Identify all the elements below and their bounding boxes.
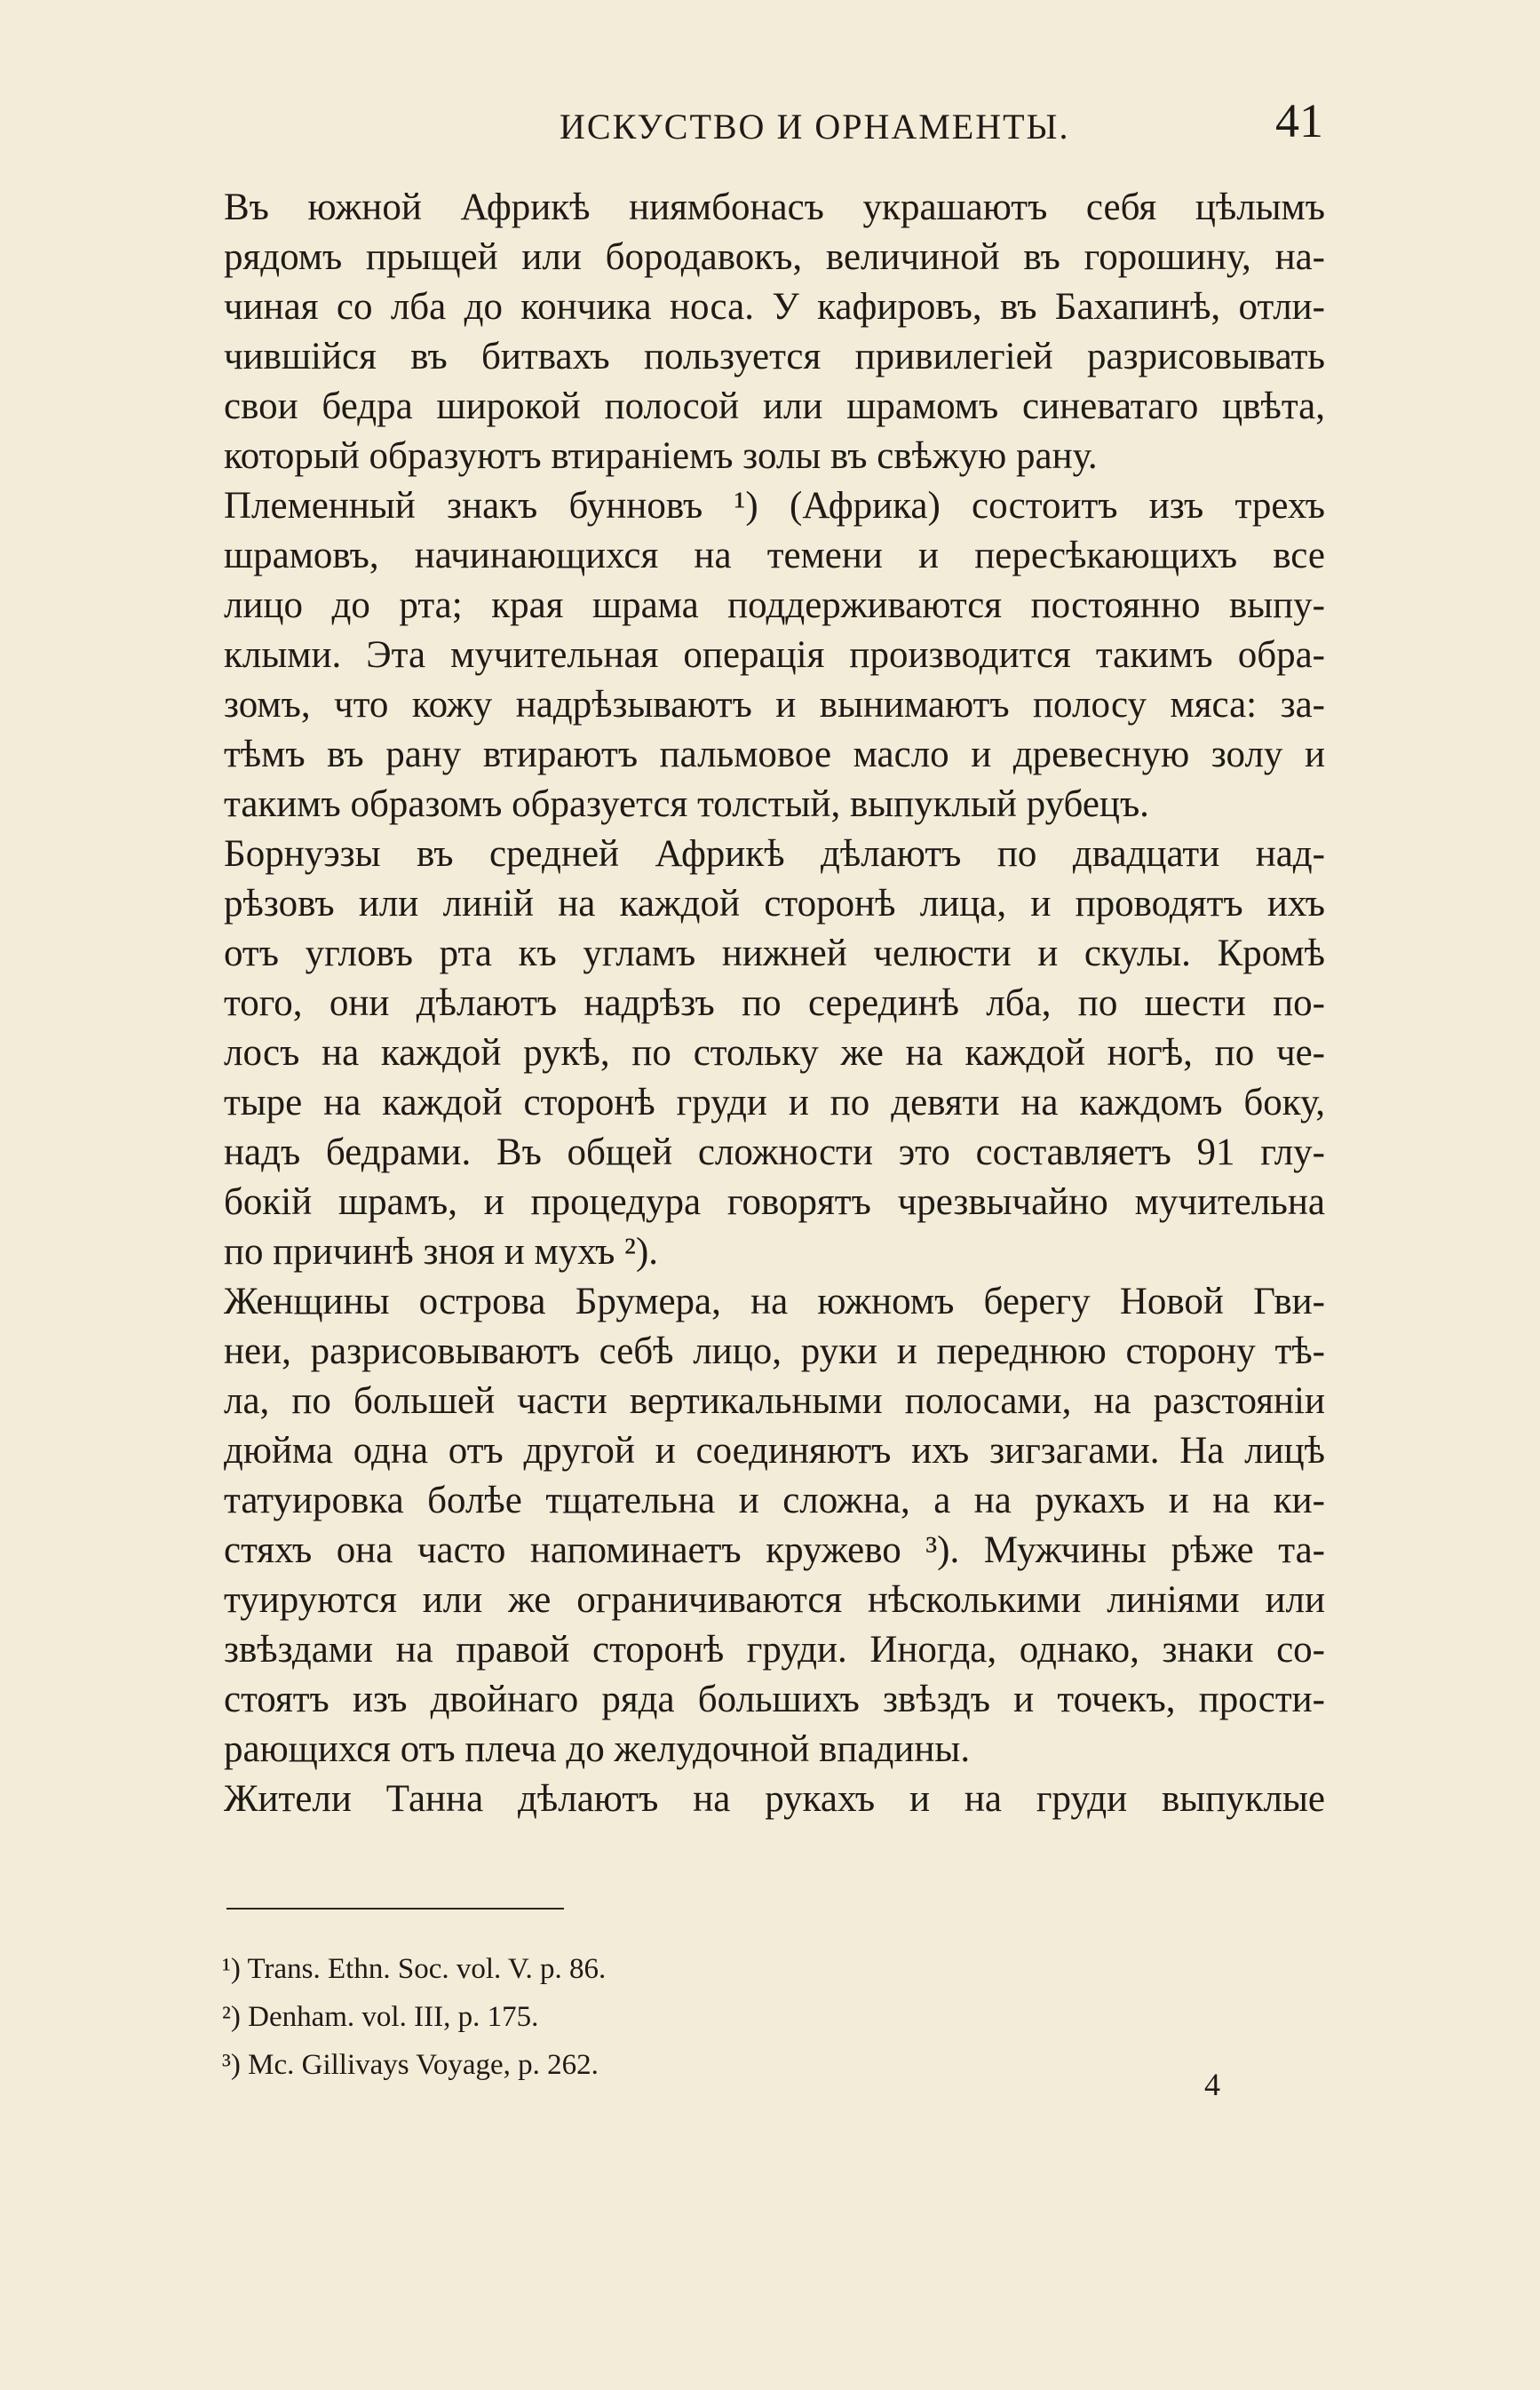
footnote: ³) Mc. Gillivays Voyage, p. 262. xyxy=(222,2049,599,2081)
text-line: чившійся въ битвахъ пользуется привилегіей разрисовывать xyxy=(224,336,1325,377)
text-line: который образуютъ втираніемъ золы въ свѣжую рану. xyxy=(224,435,1098,477)
text-line: такимъ образомъ образуется толстый, выпуклый рубецъ. xyxy=(224,783,1149,825)
text-line: шрамовъ, начинающихся на темени и пересѣкающихъ все xyxy=(224,535,1325,576)
footnote-divider xyxy=(226,1908,564,1910)
text-line: клыми. Эта мучительная операція производится такимъ обра- xyxy=(224,634,1325,676)
text-line: стоятъ изъ двойнаго ряда большихъ звѣздъ и точекъ, прости- xyxy=(224,1679,1325,1720)
text-line: зомъ, что кожу надрѣзываютъ и вынимаютъ полосу мяса: за- xyxy=(224,684,1325,726)
text-line: Борнуэзы въ средней Африкѣ дѣлаютъ по двадцати над- xyxy=(224,833,1325,875)
text-line: бокій шрамъ, и процедура говорятъ чрезвычайно мучительна xyxy=(224,1181,1325,1223)
text-line: того, они дѣлаютъ надрѣзъ по серединѣ лба, по шести по- xyxy=(224,982,1325,1024)
text-line: дюйма одна отъ другой и соединяютъ ихъ зигзагами. На лицѣ xyxy=(224,1430,1325,1472)
text-line: рѣзовъ или линій на каждой сторонѣ лица, и проводятъ ихъ xyxy=(224,883,1325,925)
paragraph xyxy=(224,830,1325,1277)
footnote: ¹) Trans. Ethn. Soc. vol. V. p. 86. xyxy=(222,1953,607,1985)
text-line: туируются или же ограничиваются нѣсколькими линіями или xyxy=(224,1579,1325,1621)
text-line: рающихся отъ плеча до желудочной впадины. xyxy=(224,1728,971,1770)
text-line: надъ бедрами. Въ общей сложности это составляетъ 91 глу- xyxy=(224,1131,1325,1173)
paragraph xyxy=(224,183,1325,481)
text-line: рядомъ прыщей или бородавокъ, величиной въ горошину, на- xyxy=(224,236,1325,278)
text-line: Въ южной Африкѣ ниямбонасъ украшаютъ себя цѣлымъ xyxy=(224,187,1325,228)
footnotes xyxy=(222,1945,1110,2089)
signature-mark: 4 xyxy=(1204,2067,1220,2102)
body-text xyxy=(224,183,1325,1824)
text-line: татуировка болѣе тщательна и сложна, а на рукахъ и на ки- xyxy=(224,1480,1325,1521)
running-title: ИСКУСТВО И ОРНАМЕНТЫ. xyxy=(560,107,1070,147)
page-number: 41 xyxy=(1275,94,1323,147)
text-line: лицо до рта; края шрама поддерживаются постоянно выпу- xyxy=(224,584,1325,626)
text-line: лосъ на каждой рукѣ, по стольку же на каждой ногѣ, по че- xyxy=(224,1032,1325,1074)
paragraph xyxy=(224,481,1325,830)
paragraph xyxy=(224,1775,1325,1824)
text-line: стяхъ она часто напоминаетъ кружево ³). Мужчины рѣже та- xyxy=(224,1529,1325,1571)
text-line: Племенный знакъ бунновъ ¹) (Африка) состоитъ изъ трехъ xyxy=(224,485,1325,527)
text-line: чиная со лба до кончика носа. У кафировъ, въ Бахапинѣ, отли- xyxy=(224,286,1325,328)
text-line: звѣздами на правой сторонѣ груди. Иногда, однако, знаки со- xyxy=(224,1629,1325,1671)
text-line: тыре на каждой сторонѣ груди и по девяти на каждомъ боку, xyxy=(224,1082,1325,1124)
paragraph xyxy=(224,1277,1325,1775)
text-line: отъ угловъ рта къ угламъ нижней челюсти и скулы. Кромѣ xyxy=(224,933,1325,974)
text-line: Женщины острова Брумера, на южномъ берегу Новой Гви- xyxy=(224,1281,1325,1322)
text-line: по причинѣ зноя и мухъ ²). xyxy=(224,1231,659,1273)
text-line: ла, по большей части вертикальными полосами, на разстояніи xyxy=(224,1380,1325,1422)
text-line: тѣмъ въ рану втираютъ пальмовое масло и древесную золу и xyxy=(224,734,1325,775)
text-line: свои бедра широкой полосой или шрамомъ синеватаго цвѣта, xyxy=(224,385,1325,427)
footnote: ²) Denham. vol. III, p. 175. xyxy=(222,2001,539,2033)
text-line: неи, разрисовываютъ себѣ лицо, руки и переднюю сторону тѣ- xyxy=(224,1330,1325,1372)
page-header xyxy=(226,93,1323,155)
text-line: Жители Танна дѣлаютъ на рукахъ и на груди выпуклые xyxy=(224,1778,1325,1820)
